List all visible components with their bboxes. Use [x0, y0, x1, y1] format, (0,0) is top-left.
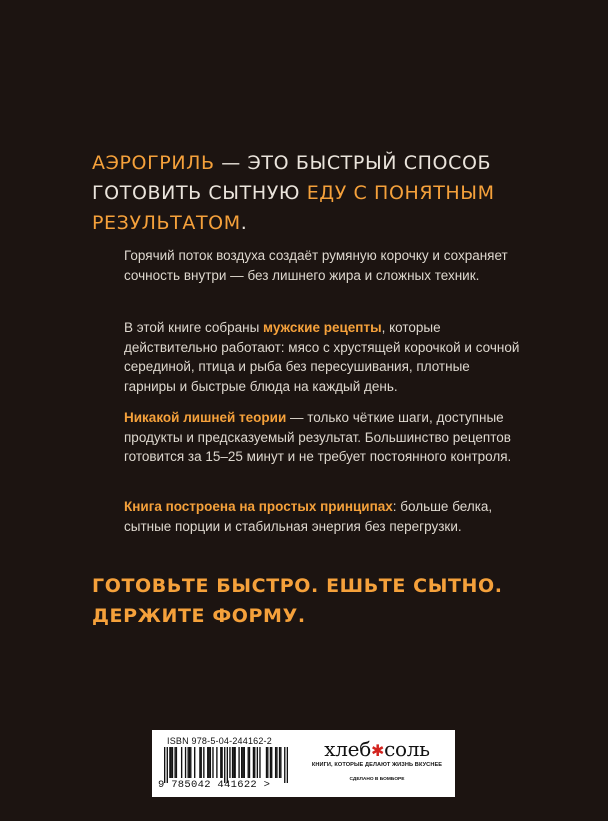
barcode-bar — [287, 747, 288, 783]
paragraph-principles-highlight: Книга построена на простых принципах — [124, 499, 393, 514]
barcode-bar — [227, 747, 228, 783]
barcode-bar — [233, 747, 234, 778]
headline-accent-2: ЕДУ С ПОНЯТНЫМ РЕЗУЛЬТАТОМ — [92, 182, 495, 234]
barcode-bar — [244, 747, 245, 778]
headline-text-2: . — [240, 212, 248, 234]
barcode-bar — [259, 747, 260, 778]
paragraph-hot-air-text: Горячий поток воздуха создаёт румяную корочку и сохраняет сочность внутри — без лишнего жира и сложных техник. — [124, 248, 508, 283]
barcode-bar — [176, 747, 177, 778]
barcode-bar — [216, 747, 217, 778]
barcode-bar — [208, 747, 209, 778]
barcode-bar — [248, 747, 249, 778]
barcode-bar — [284, 747, 285, 783]
barcode-bar — [207, 747, 208, 778]
barcode-bar — [169, 747, 170, 778]
paragraph-no-theory-rest: — только чёткие шаги, доступные продукты и предсказуемый результат. Большинство рецептов готовится за 15–25 минут и не требует постоянного контроля. — [124, 410, 512, 464]
barcode-bar — [167, 747, 168, 783]
barcode-bar — [238, 747, 239, 778]
headline — [92, 148, 552, 238]
barcode-bar — [270, 747, 271, 778]
barcode-bar — [172, 747, 173, 778]
barcode-bar — [254, 747, 255, 778]
barcode-bar — [271, 747, 272, 778]
barcode-bar — [253, 747, 254, 778]
barcode-bar — [232, 747, 233, 778]
slogan: ГОТОВЬТЕ БЫСТРО. ЕШЬТЕ СЫТНО. ДЕРЖИТЕ ФОРМУ. — [92, 575, 503, 627]
barcode-bar — [234, 747, 235, 778]
barcode-panel — [152, 730, 455, 797]
barcode-bar — [203, 747, 204, 778]
barcode-bar — [174, 747, 175, 778]
paragraph-recipes-highlight: мужские рецепты — [263, 320, 382, 335]
paragraph-recipes-intro: В этой книге собраны — [124, 320, 264, 335]
paragraph-no-theory — [124, 408, 524, 467]
barcode-bar — [185, 747, 186, 778]
paragraph-no-theory-highlight: Никакой лишней теории — [124, 410, 287, 425]
barcode-bar — [221, 747, 222, 778]
headline-accent-1: АЭРОГРИЛЬ — [92, 152, 215, 174]
paragraph-recipes-rest: , которые действительно работают: мясо с хрустящей корочкой и сочной серединой, птица и рыба без пересушивания, плотные гарниры и быстрые блюда на каждый день. — [124, 320, 520, 394]
barcode-bar — [220, 747, 221, 778]
publisher-logo-right: соль — [384, 737, 430, 761]
barcode-bar — [171, 747, 172, 778]
paragraph-principles — [124, 497, 524, 536]
paragraph-recipes — [124, 318, 524, 396]
barcode-bar — [181, 747, 182, 778]
publisher-logo — [303, 738, 451, 762]
publisher-logo-left: хлеб — [324, 737, 371, 761]
publisher-tagline: КНИГИ, КОТОРЫЕ ДЕЛАЮТ ЖИЗНЬ ВКУСНЕЕ — [311, 762, 443, 768]
barcode-bar — [276, 747, 277, 778]
barcode-bar — [229, 747, 230, 778]
star-icon: ✱ — [370, 741, 385, 760]
barcode-icon — [164, 747, 288, 783]
barcode-bar — [267, 747, 268, 778]
barcode-bar — [190, 747, 191, 778]
paragraph-principles-rest: : больше белка, сытные порции и стабильная энергия без перегрузки. — [124, 499, 493, 534]
barcode-bar — [201, 747, 202, 778]
made-in-label: СДЕЛАНО В БОМБОРЕ — [349, 777, 405, 782]
barcode-bar — [266, 747, 267, 778]
barcode-bar — [275, 747, 276, 778]
headline-text-1: — ЭТО БЫСТРЫЙ СПОСОБ ГОТОВИТЬ СЫТНУЮ — [92, 152, 492, 204]
barcode-bar — [189, 747, 190, 778]
barcode-bar — [241, 747, 242, 778]
barcode-bar — [242, 747, 243, 778]
barcode-bar — [224, 747, 225, 783]
barcode-bar — [199, 747, 200, 778]
isbn-number: ISBN 978-5-04-244162-2 — [167, 736, 272, 746]
barcode-bar — [164, 747, 165, 783]
barcode-bar — [257, 747, 258, 778]
barcode-bar — [212, 747, 213, 778]
barcode-bar — [187, 747, 188, 778]
ean-digits: 9 785042 441622 > — [158, 779, 271, 791]
barcode-bar — [279, 747, 280, 778]
barcode-bar — [280, 747, 281, 778]
barcode-bar — [194, 747, 195, 778]
barcode-bar — [210, 747, 211, 778]
barcode-bar — [249, 747, 250, 778]
paragraph-hot-air — [124, 246, 524, 285]
